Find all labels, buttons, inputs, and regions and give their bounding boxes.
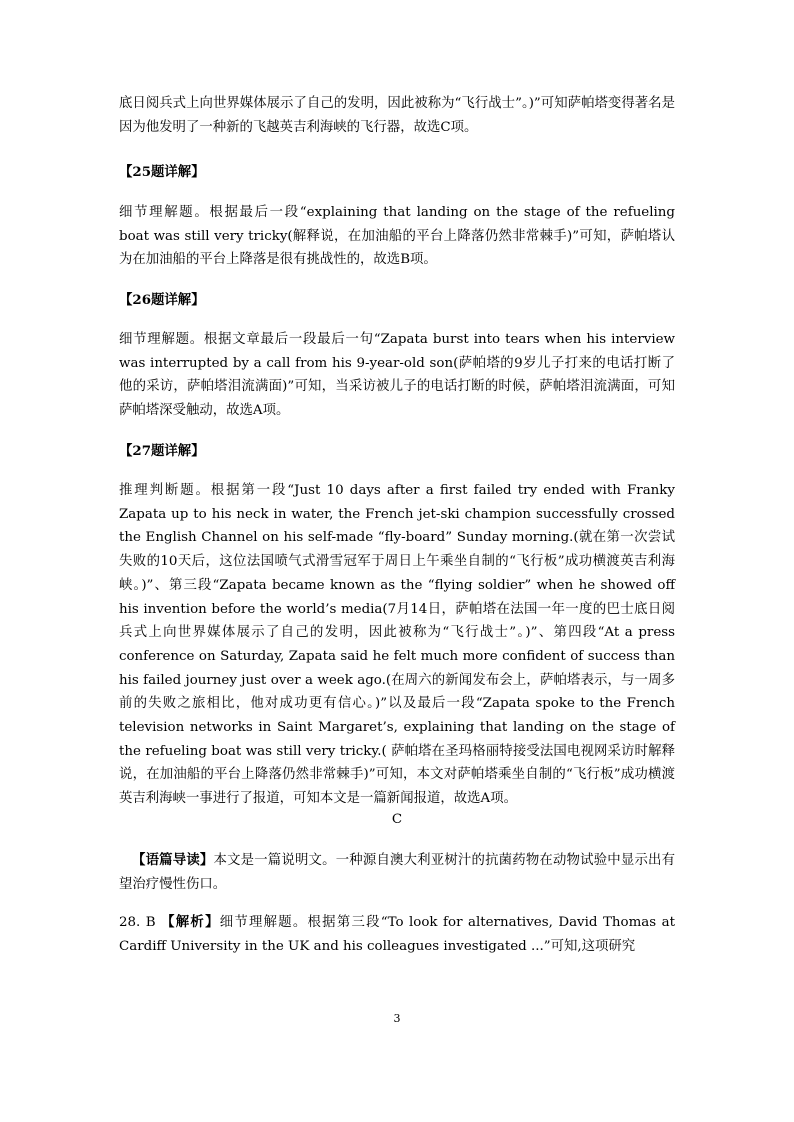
heading-question-25: 【25题详解】 — [119, 164, 205, 180]
page-number: 3 — [393, 1012, 401, 1025]
paragraph-question-25: 细节理解题。根据最后一段“explaining that landing on the stage of the refueling boat was still very tricky(解释说，在加油船的平台上降落仍然非常棘手)”可知，萨帕塔认为在加油船的平台上降落是很有挑战性的，故选B项。 — [119, 205, 675, 268]
paragraph-question-26: 细节理解题。根据文章最后一段最后一句“Zapata burst into tears when his interview was interrupted by a call from his 9-year-old son(萨帕塔的9岁儿子打来的电话打断了他的采访，萨帕塔泪流满面)”可知，当采访被儿子的电话打断的时候，萨帕塔泪流满面，可知萨帕塔深受触动，故选A项。 — [119, 332, 675, 419]
paragraph-question-27: 推理判断题。根据第一段“Just 10 days after a first failed try ended with Franky Zapata up to his neck in water, the French jet-ski champion successfully crossed the English Channel on his self-made “fly-board” Sunday morning.(就在第一次尝试失败的10天后，这位法国喷气式滑雪冠军于周日上午乘坐自制的“飞行板”成功横渡英吉利海峡。)”、第三段“Zapata became known as the “flying soldier” when he showed off his invention before the world’s media(7月14日，萨帕塔在法国一年一度的巴士底日阅兵式上向世界媒体展示了自己的发明，因此被称为“飞行战士”。)”、第四段“At a press conference on Saturday, Zapata said he felt much more confident of success than his failed journey just over a week ago.(在周六的新闻发布会上，萨帕塔表示，与一周多前的失败之旅相比，他对成功更有信心。)”以及最后一段“Zapata spoke to the French television networks in Saint Margaret’s, explaining that landing on the stage of the refueling boat was still very tricky.( 萨帕塔在圣玛格丽特接受法国电视网采访时解释说，在加油船的平台上降落仍然非常棘手)”可知，本文对萨帕塔乘坐自制的“飞行板”成功横渡英吉利海峡一事进行了报道，可知本文是一篇新闻报道，故选A项。 — [119, 483, 675, 807]
paragraph-question-28 — [119, 911, 675, 958]
q28-prefix: 28. B — [119, 915, 162, 930]
q28-label: 【解析】 — [161, 914, 220, 930]
heading-question-26: 【26题详解】 — [119, 292, 205, 308]
q28-text: 细节理解题。根据第三段“To look for alternatives, David Thomas at Cardiff University in the UK and his colleagues investigated ...”可知,这项研究 — [119, 915, 676, 954]
paragraph-continuation: 底日阅兵式上向世界媒体展示了自己的发明，因此被称为“飞行战士”。)”可知萨帕塔变得著名是因为他发明了一种新的飞越英吉利海峡的飞行器，故选C项。 — [119, 96, 675, 135]
paragraph-guide — [119, 849, 675, 896]
guide-text: 本文是一篇说明文。一种源自澳大利亚树汁的抗菌药物在动物试验中显示出有望治疗慢性伤口。 — [119, 853, 676, 892]
guide-label: 【语篇导读】 — [132, 852, 214, 868]
section-letter: C — [391, 812, 403, 827]
heading-question-27: 【27题详解】 — [119, 443, 205, 459]
